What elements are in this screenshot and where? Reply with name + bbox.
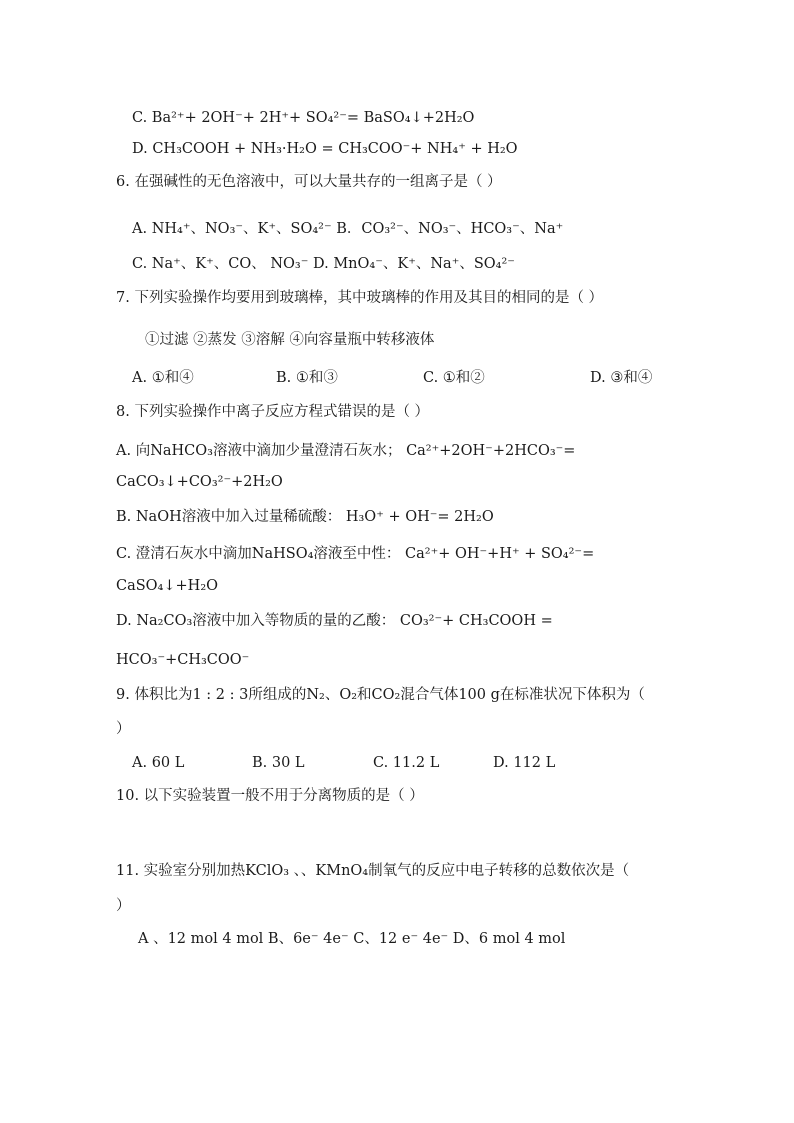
q8-option-a: A. 向NaHCO₃溶液中滴加少量澄清石灰水； Ca²⁺+2OH⁻+2HCO₃⁻=	[116, 443, 576, 459]
q7-operations: ①过滤 ②蒸发 ③溶解 ④向容量瓶中转移液体	[145, 332, 435, 348]
q8-option-b: B. NaOH溶液中加入过量稀硫酸： H₃O⁺ + OH⁻= 2H₂O	[116, 509, 494, 525]
question-9: 9. 体积比为1 : 2 : 3所组成的N₂、O₂和CO₂混合气体100 g在标准状况下体积为（	[116, 687, 645, 703]
q11-options: A 、12 mol 4 mol B、6e⁻ 4e⁻ C、12 e⁻ 4e⁻ D、6 mol 4 mol	[138, 931, 566, 947]
q6-options-ab: A. NH₄⁺、NO₃⁻、K⁺、SO₄²⁻ B．CO₃²⁻、NO₃⁻、HCO₃⁻、Na⁺	[132, 221, 564, 237]
question-11-cont: ）	[116, 898, 131, 914]
q9-option-c: C. 11.2 L	[373, 755, 440, 771]
q5-option-d: D. CH₃COOH + NH₃·H₂O = CH₃COO⁻+ NH₄⁺ + H₂O	[132, 141, 518, 157]
question-10: 10. 以下实验装置一般不用于分离物质的是（ ）	[116, 788, 424, 804]
question-9-cont: ）	[116, 721, 131, 737]
q8-option-d: D. Na₂CO₃溶液中加入等物质的量的乙酸： CO₃²⁻+ CH₃COOH =	[116, 613, 553, 629]
q8-option-a-cont: CaCO₃↓+CO₃²⁻+2H₂O	[116, 474, 283, 490]
q8-option-c: C. 澄清石灰水中滴加NaHSO₄溶液至中性： Ca²⁺+ OH⁻+H⁺ + SO₄²⁻=	[116, 546, 595, 562]
q5-option-c: C. Ba²⁺+ 2OH⁻+ 2H⁺+ SO₄²⁻= BaSO₄↓+2H₂O	[132, 110, 475, 126]
q9-option-b: B. 30 L	[252, 755, 305, 771]
q8-option-d-cont: HCO₃⁻+CH₃COO⁻	[116, 652, 250, 668]
q6-options-cd: C. Na⁺、K⁺、CO、 NO₃⁻ D. MnO₄⁻、K⁺、Na⁺、SO₄²⁻	[132, 256, 515, 272]
q7-option-d: D. ③和④	[590, 370, 653, 386]
question-8: 8. 下列实验操作中离子反应方程式错误的是（ ）	[116, 404, 430, 420]
question-11: 11. 实验室分别加热KClO₃ 、、KMnO₄制氧气的反应中电子转移的总数依次是（	[116, 863, 630, 879]
q7-option-a: A. ①和④	[132, 370, 194, 386]
q7-option-b: B. ①和③	[276, 370, 338, 386]
question-7: 7. 下列实验操作均要用到玻璃棒，其中玻璃棒的作用及其目的相同的是（ ）	[116, 290, 604, 306]
q8-option-c-cont: CaSO₄↓+H₂O	[116, 578, 219, 594]
q9-option-a: A. 60 L	[132, 755, 185, 771]
question-6: 6. 在强碱性的无色溶液中，可以大量共存的一组离子是（ ）	[116, 174, 502, 190]
q7-option-c: C. ①和②	[423, 370, 485, 386]
q9-option-d: D. 112 L	[493, 755, 556, 771]
